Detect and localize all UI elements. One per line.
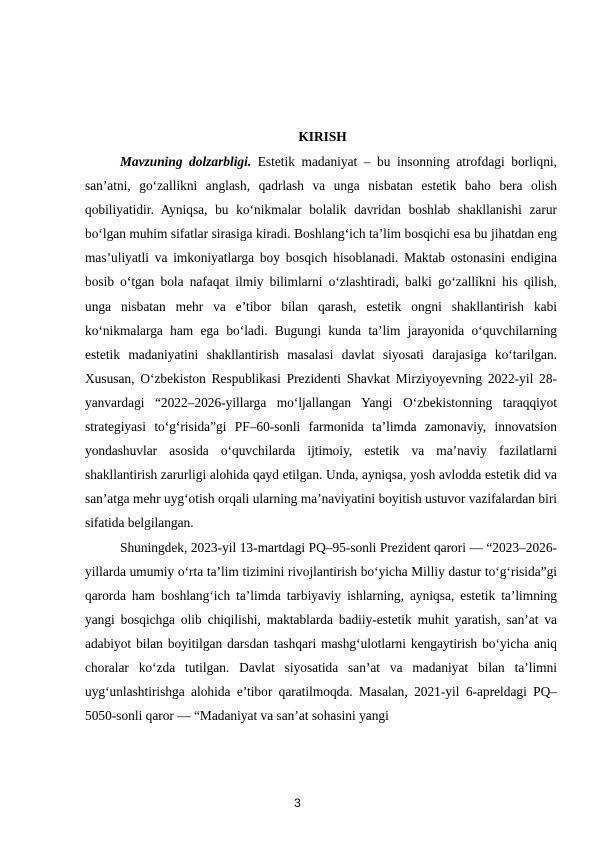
paragraph-text: Shuningdek, 2023-yil 13-martdagi PQ–95-sonli Prezident qarori — “2023–2026-yillarda umumiy o‘rta ta’lim tizimini rivojlantirish bo‘yicha Milliy dastur to‘g‘risida”gi qarorda ham boshlang‘ich ta’limda tarbiyaviy ishlarning, ayniqsa, estetik ta’limning yangi bosqichga olib chiqilishi, maktablarda badiiy-estetik muhit yaratish, san’at va adabiyot bilan boyitilgan darsdan tashqari mashg‘ulotlarni kengaytirish bo‘yicha aniq choralar ko‘zda tutilgan. Davlat siyosatida san’at va madaniyat bilan ta’limni uyg‘unlashtirishga alohida e’tibor qaratilmoqda. Masalan, 2021-yil 6-apreldagi PQ–5050-sonli qaror — “Madaniyat va san’at sohasini yangi (85, 539, 557, 724)
section-heading: KIRISH (298, 129, 347, 144)
paragraph-relevance (85, 150, 557, 536)
page-number: 3 (294, 796, 301, 810)
paragraph-lead: Mavzuning dolzarbligi. (120, 154, 252, 169)
document-body (85, 129, 557, 728)
paragraph-decrees (85, 536, 557, 729)
paragraph-text: Estetik madaniyat – bu insonning atrofdagi borliqni, san’atni, go‘zallikni anglash, qadrlash va unga nisbatan estetik baho bera olish qobiliyatidir. Ayniqsa, bu ko‘nikmalar bolalik davridan boshlab shakllanishi zarur bo‘lgan muhim sifatlar sirasiga kiradi. Boshlang‘ich ta’lim bosqichi esa bu jihatdan eng mas’uliyatli va imkoniyatlarga boy bosqich hisoblanadi. Maktab ostonasini endigina bosib o‘tgan bola nafaqat ilmiy bilimlarni o‘zlashtiradi, balki go‘zallikni his qilish, unga nisbatan mehr va e’tibor bilan qarash, estetik ongni shakllantirish kabi ko‘nikmalarga ham ega bo‘ladi. Bugungi kunda ta’lim jarayonida o‘quvchilarning estetik madaniyatini shakllantirish masalasi davlat siyosati darajasiga ko‘tarilgan. Xususan, O‘zbekiston Respublikasi Prezidenti Shavkat Mirziyoyevning 2022-yil 28-yanvardagi “2022–2026-yillarga mo‘ljallangan Yangi O‘zbekistonning taraqqiyot strategiyasi to‘g‘risida”gi PF–60-sonli farmonida ta’limda zamonaviy, innovatsion yondashuvlar asosida o‘quvchilarda ijtimoiy, estetik va ma’naviy fazilatlarni shakllantirish zarurligi alohida qayd etilgan. Unda, ayniqsa, yosh avlodda estetik did va san’atga mehr uyg‘otish orqali ularning ma’naviyatini boyitish ustuvor vazifalardan biri sifatida belgilangan. (85, 154, 557, 531)
